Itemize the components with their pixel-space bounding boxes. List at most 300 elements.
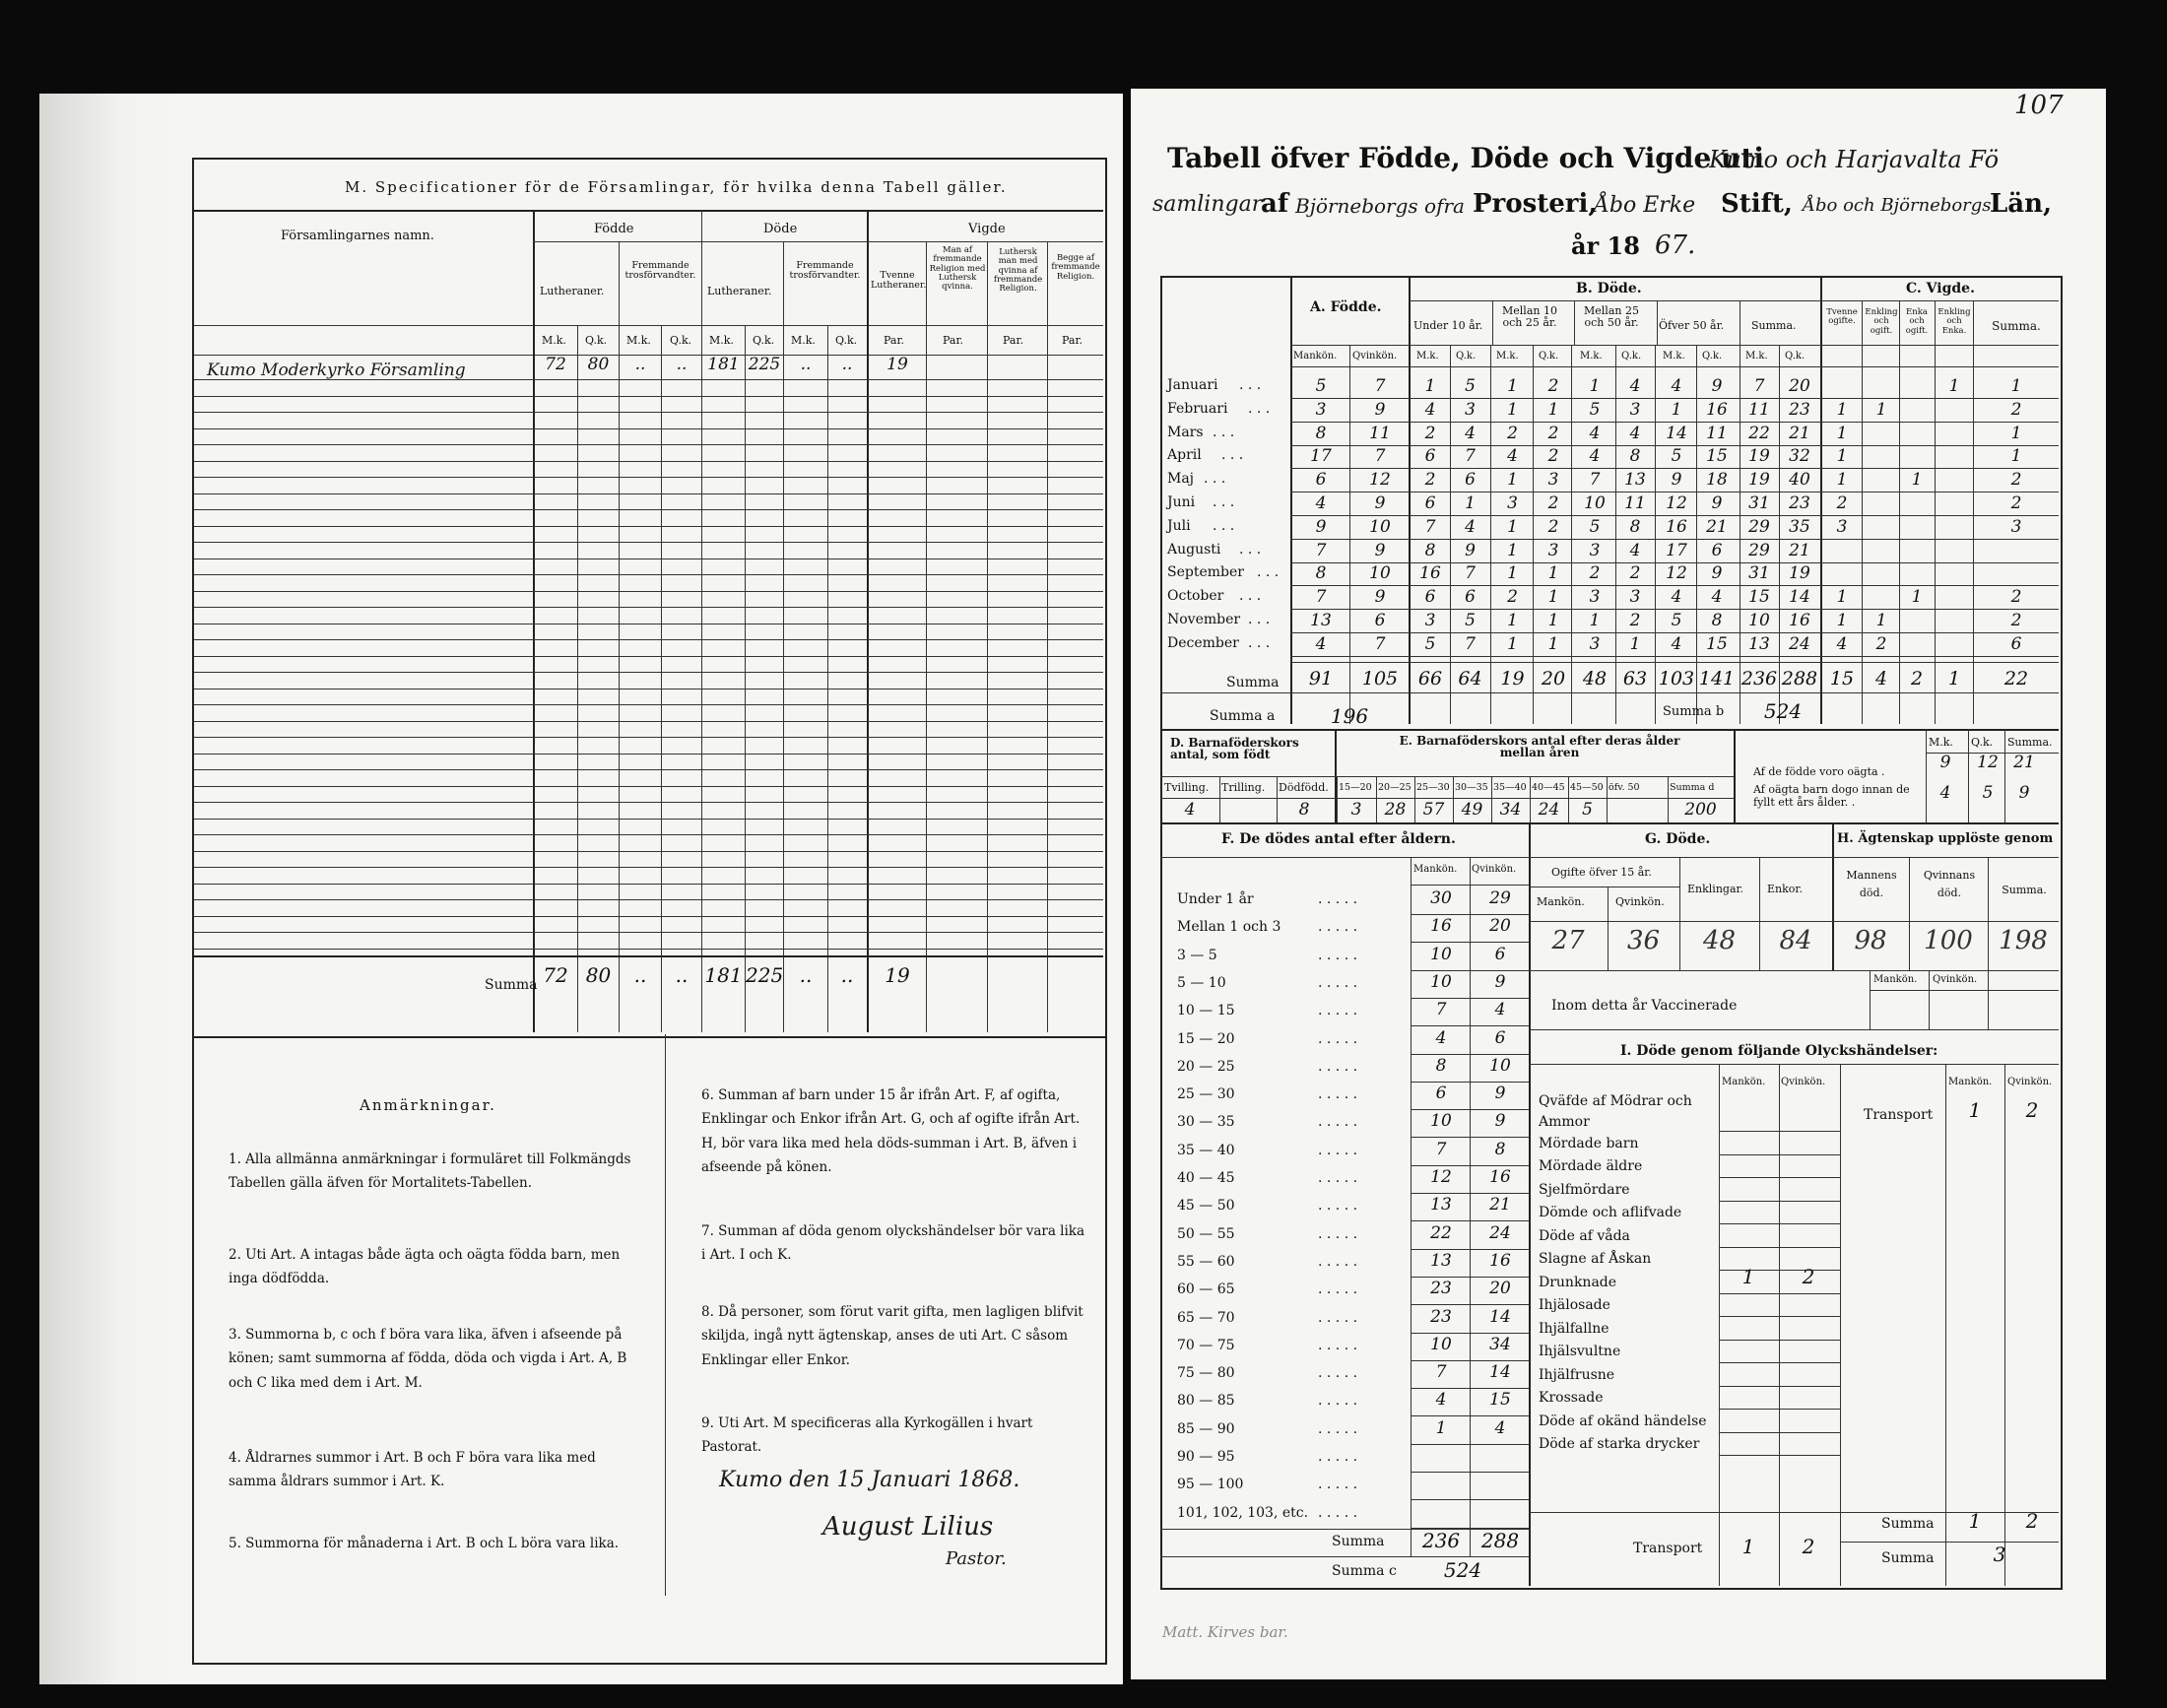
summa-value: 181: [704, 963, 743, 987]
month-cell: 3: [1547, 470, 1559, 491]
month-cell: 14: [1666, 423, 1687, 443]
I-qvinkon-2: Qvinkön.: [2007, 1077, 2053, 1087]
oagta-v2: 4: [1939, 783, 1951, 803]
F-age-label: 60 — 65: [1177, 1281, 1235, 1298]
month-cell: 3: [1315, 399, 1327, 420]
F-summa-m: 236: [1421, 1529, 1461, 1552]
oagta-divider: [1968, 729, 1969, 822]
transport-top-q: 2: [2025, 1098, 2039, 1122]
mankon-head-A: Mankön.: [1293, 351, 1338, 361]
month-label: November: [1167, 612, 1241, 627]
F-age-label: 10 — 15: [1177, 1003, 1235, 1019]
month-cell: 4: [1465, 423, 1476, 443]
par-label: Par.: [1003, 334, 1024, 347]
summa-value: 19: [885, 963, 910, 987]
F-qvinkon: Qvinkön.: [1472, 864, 1517, 875]
F-row-rule: [1411, 1360, 1529, 1361]
G-col: Mankön.: [1537, 895, 1585, 908]
month-cell: 1: [2010, 423, 2022, 443]
leader-dots: . . . . .: [1318, 1393, 1358, 1410]
leader-dots: . . .: [1213, 494, 1235, 510]
transport-bottom-label: Transport: [1633, 1541, 1703, 1556]
F-age-label: 40 — 45: [1177, 1170, 1235, 1186]
month-cell: 2: [2010, 470, 2022, 491]
F-row-rule: [1411, 1025, 1529, 1026]
month-cell: 11: [1624, 493, 1646, 513]
month-cell: 1: [1836, 446, 1848, 467]
c-col-head: Tvenne ogifte.: [1826, 307, 1858, 327]
month-cell: 1: [2010, 446, 2022, 467]
F-age-label: Mellan 1 och 3: [1177, 919, 1281, 936]
month-cell: 16: [1666, 516, 1687, 537]
summa-cell: 103: [1658, 668, 1695, 690]
ruled-line: [194, 493, 1103, 494]
F-mankon: Mankön.: [1413, 864, 1458, 875]
mellan25-head: Mellan 25 och 50 år.: [1584, 304, 1639, 330]
grid-line: [1492, 300, 1493, 345]
month-cell: 4: [1671, 376, 1682, 396]
month-cell: 9: [1711, 563, 1723, 584]
month-cell: 4: [1589, 423, 1601, 443]
F-q-value: 16: [1489, 1167, 1511, 1187]
F-row-rule: [1411, 1333, 1529, 1334]
summa-cell: 2: [1910, 668, 1924, 690]
F-m-value: 10: [1430, 971, 1452, 992]
month-cell: 1: [1507, 633, 1518, 654]
leader-dots: . . . . .: [1318, 1449, 1358, 1465]
summa-cell: 22: [2003, 668, 2029, 690]
month-cell: 3: [1589, 587, 1601, 608]
E-col: 45—50: [1570, 782, 1604, 793]
F-q-value: 9: [1494, 1111, 1506, 1132]
mk-qk-head: Q.k.: [1785, 351, 1806, 361]
ruled-line: [194, 867, 1103, 868]
oagta-q2: Af oägta barn dogo innan de fyllt ett års ålder. .: [1753, 783, 1910, 810]
month-cell: 4: [1589, 446, 1601, 467]
summa-cell: 4: [1874, 668, 1888, 690]
mk-qk-head: M.k.: [1745, 351, 1768, 361]
mk-qk-head: M.k.: [1580, 351, 1603, 361]
c-col-head: Enkling och ogift.: [1865, 307, 1898, 336]
grid-line: [1655, 345, 1656, 724]
F-age-label: 45 — 50: [1177, 1198, 1235, 1215]
title-stift-hw: Åbo Erke: [1594, 193, 1696, 218]
month-cell: 24: [1789, 633, 1810, 654]
par-label: Par.: [884, 334, 905, 347]
E-value: 200: [1684, 800, 1717, 820]
F-row-rule: [1411, 1472, 1529, 1473]
month-cell: 6: [1711, 540, 1723, 560]
ruled-line: [194, 851, 1103, 852]
month-cell: 2: [1629, 611, 1641, 630]
ruled-line: [194, 672, 1103, 673]
F-row-rule: [1411, 970, 1529, 971]
F-q-value: 20: [1489, 916, 1511, 937]
summa-cell: 288: [1781, 668, 1818, 690]
I-item: Sjelfmördare: [1539, 1182, 1630, 1198]
month-cell: 8: [1711, 611, 1723, 630]
summa-cell: 141: [1698, 668, 1736, 690]
month-cell: 31: [1748, 493, 1770, 513]
F-row-rule: [1411, 1499, 1529, 1500]
month-cell: 2: [1836, 493, 1848, 513]
leader-dots: . . . . .: [1318, 1420, 1358, 1437]
sub-man-fremmande: Man af fremmande Religion med Luthersk qvinna.: [929, 245, 986, 293]
F-row-rule: [1411, 1082, 1529, 1083]
F-age-label: 20 — 25: [1177, 1058, 1235, 1075]
F-summa-q: 288: [1480, 1529, 1520, 1552]
summa2-m: 1: [1968, 1509, 1982, 1533]
F-summa-c-value: 524: [1443, 1558, 1482, 1582]
month-cell: 3: [1547, 540, 1559, 560]
oagta-divider: [2004, 729, 2005, 822]
parish-value: 19: [886, 355, 908, 374]
month-cell: 1: [1836, 470, 1848, 491]
month-cell: 12: [1666, 493, 1687, 513]
ruled-line: [194, 819, 1103, 820]
E-value: 34: [1499, 800, 1522, 820]
leader-dots: . . .: [1248, 612, 1271, 627]
G-col: Enkor.: [1767, 883, 1803, 895]
summa-cell: 63: [1622, 668, 1648, 690]
leader-dots: . . .: [1239, 541, 1262, 558]
I-item: Dömde och aflifvade: [1539, 1205, 1682, 1220]
month-cell: 1: [1507, 470, 1518, 491]
month-cell: 7: [1315, 540, 1327, 560]
I-item: Qväfde af Mödrar och Ammor: [1539, 1093, 1692, 1130]
ofver50-head: Öfver 50 år.: [1659, 319, 1725, 332]
summa-cell: 236: [1740, 668, 1778, 690]
month-cell: 23: [1789, 399, 1810, 420]
I-rule: [1719, 1316, 1840, 1317]
F-q-value: 6: [1494, 1027, 1506, 1048]
F-age-label: 65 — 70: [1177, 1309, 1235, 1326]
I-rule: [1719, 1432, 1840, 1433]
summa-cell: 15: [1829, 668, 1855, 690]
mk-qk-head: Q.k.: [1702, 351, 1723, 361]
I-rule: [1719, 1154, 1840, 1155]
summa-value: ..: [633, 963, 647, 987]
month-cell: 1: [1836, 423, 1848, 443]
I-item: Döde af våda: [1539, 1228, 1630, 1244]
E-col: 20—25: [1378, 782, 1412, 793]
stamp-text: Matt. Kirves bar.: [1162, 1623, 1288, 1641]
F-m-value: 10: [1430, 1334, 1452, 1354]
leader-dots: . . . . .: [1318, 1170, 1358, 1186]
ruled-line: [194, 444, 1103, 445]
F-age-label: 80 — 85: [1177, 1393, 1235, 1410]
month-cell: 9: [1711, 376, 1723, 396]
I-mankon-2: Mankön.: [1948, 1077, 1993, 1087]
month-cell: 10: [1748, 611, 1770, 630]
ruled-line: [194, 704, 1103, 705]
month-cell: 1: [1836, 399, 1848, 420]
D-value: 8: [1298, 800, 1310, 820]
transport-top-m: 1: [1968, 1098, 1982, 1122]
ruled-line: [194, 526, 1103, 527]
F-age-label: 50 — 55: [1177, 1225, 1235, 1242]
leader-dots: . . . . .: [1318, 1114, 1358, 1131]
ruled-line: [194, 802, 1103, 803]
leader-dots: . . . . .: [1318, 1086, 1358, 1103]
leader-dots: . . .: [1204, 471, 1226, 488]
note-paragraph: 6. Summan af barn under 15 år ifrån Art. F, af ogifta, Enklingar och Enkor ifrån Art. G, och af ogifte ifrån Art. H, bör vara lika med hela döds-summan i Art. B, äfven i afseende på könen.: [701, 1087, 1081, 1175]
parish-value: 80: [587, 355, 610, 374]
F-row-rule: [1411, 1388, 1529, 1389]
E-value: 28: [1384, 800, 1407, 820]
I-rule: [1719, 1247, 1840, 1248]
F-title: F. De dödes antal efter åldern.: [1221, 831, 1456, 847]
month-cell: 4: [1315, 633, 1327, 654]
month-cell: 9: [1671, 470, 1682, 491]
col-fodde: Födde: [594, 222, 634, 236]
E-value: 3: [1350, 800, 1362, 820]
ruled-line: [194, 689, 1103, 690]
oagta-head: Summa.: [2007, 736, 2053, 749]
title-af: af: [1261, 189, 1289, 219]
F-row-rule: [1411, 942, 1529, 943]
month-cell: 35: [1789, 516, 1810, 537]
summa-a-label: Summa a: [1210, 708, 1276, 724]
month-cell: 11: [1748, 399, 1770, 420]
leader-dots: . . .: [1221, 447, 1244, 464]
month-cell: 4: [1629, 423, 1641, 443]
F-q-value: 34: [1489, 1334, 1511, 1354]
I-item: Döde af starka drycker: [1539, 1436, 1700, 1452]
month-cell: 5: [1671, 611, 1682, 630]
ruled-line: [194, 754, 1103, 755]
month-cell: 1: [1507, 376, 1518, 396]
month-cell: 4: [1671, 587, 1682, 608]
month-cell: 8: [1629, 446, 1641, 467]
month-label: Juni: [1167, 494, 1196, 510]
month-cell: 40: [1789, 470, 1810, 491]
F-q-value: 14: [1489, 1362, 1511, 1383]
note-paragraph: 1. Alla allmänna anmärkningar i formuläret till Folkmängds Tabellen gälla äfven för Mortalitets-Tabellen.: [229, 1151, 631, 1192]
month-label: April: [1167, 447, 1202, 464]
G-value: 84: [1779, 926, 1812, 955]
parish-value: 225: [748, 355, 781, 374]
month-cell: 7: [1315, 587, 1327, 608]
month-cell: 7: [1465, 633, 1476, 654]
leader-dots: . . . . .: [1318, 1477, 1358, 1493]
F-row-rule: [1411, 1165, 1529, 1166]
month-cell: 9: [1315, 516, 1327, 537]
month-cell: 7: [1374, 633, 1386, 654]
grid-line: [1973, 300, 1974, 724]
I-item: Krossade: [1539, 1390, 1604, 1406]
month-cell: 13: [1310, 611, 1332, 630]
qk-label: Q.k.: [753, 334, 775, 347]
I-rule: [1719, 1131, 1840, 1132]
I-item: Drunknade: [1539, 1275, 1617, 1290]
F-age-label: 70 — 75: [1177, 1337, 1235, 1353]
E-col: 35—40: [1493, 782, 1527, 793]
month-cell: 1: [1911, 587, 1923, 608]
F-m-value: 13: [1430, 1250, 1452, 1271]
note-paragraph: 5. Summorna för månaderna i Art. B och L böra vara lika.: [229, 1536, 620, 1551]
ruled-line: [194, 932, 1103, 933]
transport-bottom-q: 2: [1802, 1535, 1815, 1558]
F-q-value: 10: [1489, 1055, 1511, 1076]
E-title: E. Barnaföderskors antal efter deras ålder mellan åren: [1399, 734, 1680, 759]
month-cell: 1: [1629, 633, 1641, 654]
month-cell: 2: [1875, 633, 1887, 654]
grid-line: [1490, 345, 1491, 724]
oagta-v2: 9: [2018, 783, 2030, 803]
note-paragraph: 7. Summan af döda genom olyckshändelser bör vara lika i Art. I och K.: [701, 1223, 1085, 1264]
month-cell: 3: [1465, 399, 1476, 420]
col-forsamling-name: Församlingarnes namn.: [281, 229, 434, 243]
H-value: 198: [1999, 926, 2048, 955]
month-cell: 3: [1836, 516, 1848, 537]
note-paragraph: 3. Summorna b, c och f böra vara lika, äfven i afseende på könen; samt summorna af födda, döda och vigda i Art. A, B och C lika med dem i Art. M.: [229, 1327, 627, 1391]
month-cell: 1: [1875, 611, 1887, 630]
month-cell: 4: [1671, 633, 1682, 654]
month-cell: 2: [1589, 563, 1601, 584]
summa-a-value: 196: [1330, 704, 1369, 728]
F-m-value: 7: [1435, 1139, 1447, 1159]
month-label: Juli: [1167, 517, 1191, 534]
D-col: Tvilling.: [1164, 781, 1210, 794]
I-item: Slagne af Åskan: [1539, 1251, 1652, 1267]
I-rule: [1719, 1201, 1840, 1202]
ruled-line: [194, 899, 1103, 900]
ruled-line: [194, 769, 1103, 770]
leader-dots: . . . . .: [1318, 1504, 1358, 1521]
E-col: 15—20: [1339, 782, 1372, 793]
ruled-line: [194, 396, 1103, 397]
signature-name: August Lilius: [822, 1512, 994, 1542]
leader-dots: . . .: [1239, 377, 1262, 393]
summa-cell: 1: [1947, 668, 1961, 690]
oagta-q1: Af de födde voro oägta .: [1753, 765, 1885, 778]
month-cell: 11: [1706, 423, 1728, 443]
ruled-line: [194, 607, 1103, 608]
F-m-value: 4: [1435, 1390, 1447, 1411]
mk-qk-head: M.k.: [1416, 351, 1439, 361]
parish-name: Kumo Moderkyrko Församling: [207, 361, 466, 380]
I-item: Mördade barn: [1539, 1136, 1639, 1151]
F-q-value: 6: [1494, 944, 1506, 964]
I-rule: [1719, 1386, 1840, 1387]
summa-value: ..: [840, 963, 854, 987]
ruled-line: [194, 639, 1103, 640]
I-rule: [1719, 1455, 1840, 1456]
month-cell: 18: [1706, 470, 1728, 491]
par-label: Par.: [1062, 334, 1084, 347]
ruled-line: [194, 834, 1103, 835]
G-value: 48: [1702, 926, 1737, 955]
F-row-rule: [1411, 1109, 1529, 1110]
month-cell: 19: [1789, 563, 1810, 584]
leader-dots: . . .: [1248, 634, 1271, 651]
month-cell: 7: [1753, 376, 1765, 396]
vacc-label: Inom detta år Vaccinerade: [1551, 998, 1738, 1014]
month-cell: 2: [1547, 516, 1559, 537]
grid-line: [1657, 300, 1658, 345]
E-col: Summa d: [1670, 782, 1715, 793]
qk-label: Q.k.: [835, 334, 858, 347]
I-rule: [1719, 1362, 1840, 1363]
month-cell: 29: [1748, 540, 1770, 560]
F-row-rule: [1411, 1304, 1529, 1305]
c-col-head: Enkling och Enka.: [1937, 307, 1971, 336]
I-rule: [1719, 1293, 1840, 1294]
F-row-rule: [1411, 1193, 1529, 1194]
F-row-rule: [1411, 1137, 1529, 1138]
F-m-value: 23: [1430, 1279, 1452, 1299]
ruled-line: [194, 656, 1103, 657]
month-cell: 3: [1507, 493, 1518, 513]
month-cell: 6: [1465, 470, 1476, 491]
summa-value: ..: [675, 963, 689, 987]
grid-line: [1574, 300, 1575, 345]
month-cell: 2: [2010, 399, 2022, 420]
transport-bottom-m: 1: [1741, 1535, 1755, 1558]
month-cell: 19: [1748, 446, 1770, 467]
drunk-q: 2: [1802, 1265, 1815, 1288]
I-item: Döde af okänd händelse: [1539, 1413, 1707, 1429]
summa3-value: 3: [1993, 1543, 2006, 1566]
month-cell: 2: [1629, 563, 1641, 584]
month-cell: 9: [1711, 493, 1723, 513]
summa-head-B: Summa.: [1751, 319, 1797, 332]
oagta-divider: [1926, 729, 1927, 822]
month-cell: 9: [1374, 587, 1386, 608]
title-lan: Län,: [1990, 189, 2053, 219]
qk-label: Q.k.: [670, 334, 692, 347]
F-summa-c-label: Summa c: [1332, 1563, 1397, 1579]
month-cell: 1: [1507, 563, 1518, 584]
F-m-value: 6: [1435, 1084, 1447, 1104]
month-cell: 13: [1624, 470, 1646, 491]
month-cell: 15: [1706, 633, 1728, 654]
month-cell: 6: [2010, 633, 2022, 654]
transport-top-label: Transport: [1864, 1107, 1934, 1123]
mk-label: M.k.: [791, 334, 816, 347]
summa2-label: Summa: [1881, 1516, 1935, 1532]
month-cell: 1: [1875, 399, 1887, 420]
F-q-value: 14: [1489, 1306, 1511, 1327]
sub-begge: Begge af fremmande Religion.: [1051, 253, 1100, 282]
summa-b-value: 524: [1763, 699, 1803, 723]
month-cell: 9: [1374, 540, 1386, 560]
month-cell: 1: [1547, 611, 1559, 630]
F-m-value: 10: [1430, 1111, 1452, 1132]
month-label: Mars: [1167, 424, 1204, 440]
I-mankon: Mankön.: [1722, 1077, 1766, 1087]
month-cell: 10: [1369, 516, 1391, 537]
month-cell: 19: [1748, 470, 1770, 491]
month-label: September: [1167, 564, 1244, 581]
ruled-line: [194, 461, 1103, 462]
vacc-qvinkon: Qvinkön.: [1933, 974, 1978, 985]
D-value: 4: [1184, 800, 1196, 820]
month-cell: 16: [1419, 563, 1441, 584]
month-cell: 4: [1836, 633, 1848, 654]
year-hw: 67.: [1655, 230, 1696, 260]
title-stift: Stift,: [1721, 189, 1793, 219]
F-q-value: 9: [1494, 1084, 1506, 1104]
notes-title: Anmärkningar.: [360, 1096, 496, 1114]
summa-label-B: Summa: [1226, 675, 1280, 690]
month-cell: 1: [1589, 376, 1601, 396]
title-parish-hw2: samlingar: [1152, 192, 1263, 217]
month-label: Januari: [1167, 377, 1218, 393]
F-age-label: Under 1 år: [1177, 891, 1254, 907]
ruled-line: [194, 509, 1103, 510]
